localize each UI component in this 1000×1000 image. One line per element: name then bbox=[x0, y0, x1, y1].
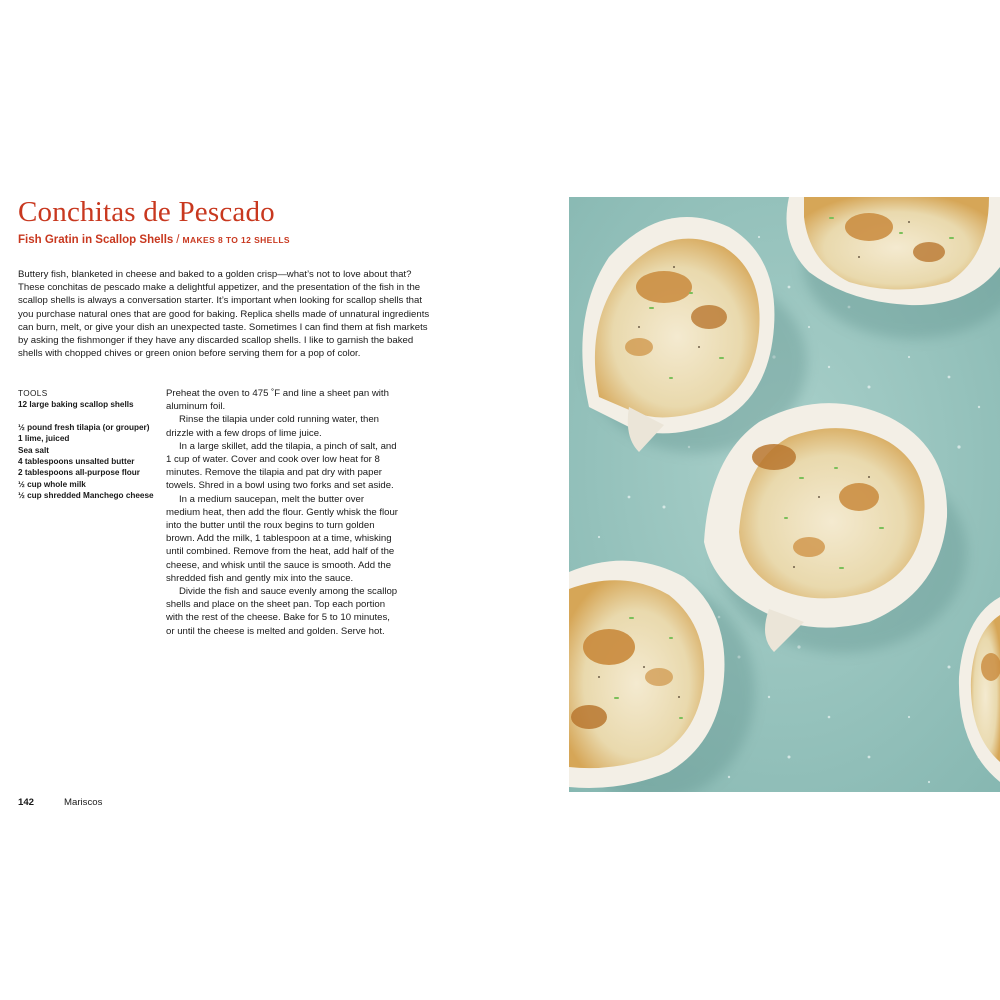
tools-and-ingredients bbox=[18, 388, 163, 502]
ingredient-item: 4 tablespoons unsalted butter bbox=[18, 457, 135, 467]
ingredient-item: ½ cup whole milk bbox=[18, 479, 86, 489]
page-footer bbox=[18, 797, 102, 808]
method-step: Rinse the tilapia under cold running water, then drizzle with a few drops of lime juice. bbox=[166, 414, 379, 439]
page-number: 142 bbox=[18, 797, 35, 808]
recipe-method bbox=[166, 387, 398, 638]
method-step: In a large skillet, add the tilapia, a pinch of salt, and 1 cup of water. Cover and cook over low heat for 8 minutes. Remove the tilapia and pat dry with paper towels. Shred in a bowl using two forks and set aside. bbox=[166, 440, 397, 492]
method-step: Divide the fish and sauce evenly among the scallop shells and place on the sheet pan. Top each portion with the rest of the cheese. Bake for 5 to 10 minutes, or until the cheese is melted and golden. Serve hot. bbox=[166, 586, 398, 637]
section-name: Mariscos bbox=[64, 797, 103, 808]
photo-illustration bbox=[569, 197, 1000, 792]
ingredient-item: ½ pound fresh tilapia (or grouper) bbox=[18, 422, 150, 432]
subtitle-separator: / bbox=[176, 234, 180, 246]
recipe-intro: Buttery fish, blanketed in cheese and baked to a golden crisp—what’s not to love about that? These conchitas de pescado make a delightful appetizer, and the presentation of the fish in the scallop shells is always a conversation starter. It’s important when looking for scallop shells that you purchase natural ones that are good for baking. Replica shells made of unnatural ingredients can burn, melt, or give your dish an unexpected taste. Sometimes I can find them at fish markets by asking the fishmonger if they have any discarded scallop shells. I like to garnish the baked shells with chopped chives or green onion before serving them for a pop of color. bbox=[18, 269, 430, 360]
recipe-title: Conchitas de Pescado bbox=[18, 196, 275, 228]
scallop-gratin-photo bbox=[569, 197, 1000, 792]
ingredient-item: Sea salt bbox=[18, 445, 49, 455]
ingredient-item: ½ cup shredded Manchego cheese bbox=[18, 491, 154, 501]
tools-heading: TOOLS bbox=[18, 389, 48, 398]
ingredient-item: 1 lime, juiced bbox=[18, 434, 70, 444]
tool-item: 12 large baking scallop shells bbox=[18, 400, 134, 410]
recipe-yield: MAKES 8 TO 12 SHELLS bbox=[182, 235, 291, 245]
ingredient-item: 2 tablespoons all-purpose flour bbox=[18, 468, 140, 478]
recipe-subtitle: Fish Gratin in Scallop Shells bbox=[18, 234, 174, 246]
recipe-subtitle-line bbox=[18, 234, 290, 246]
method-step: Preheat the oven to 475 ˚F and line a sheet pan with aluminum foil. bbox=[166, 388, 389, 413]
method-step: In a medium saucepan, melt the butter over medium heat, then add the flour. Gently whisk the flour into the butter until the roux begins to turn golden brown. Add the milk, 1 tablespoon at a time, whisking until combined. Remove from the heat, add half of the cheese, and whisk until the sauce is smooth. Add the shredded fish and gently mix into the sauce. bbox=[166, 493, 398, 584]
